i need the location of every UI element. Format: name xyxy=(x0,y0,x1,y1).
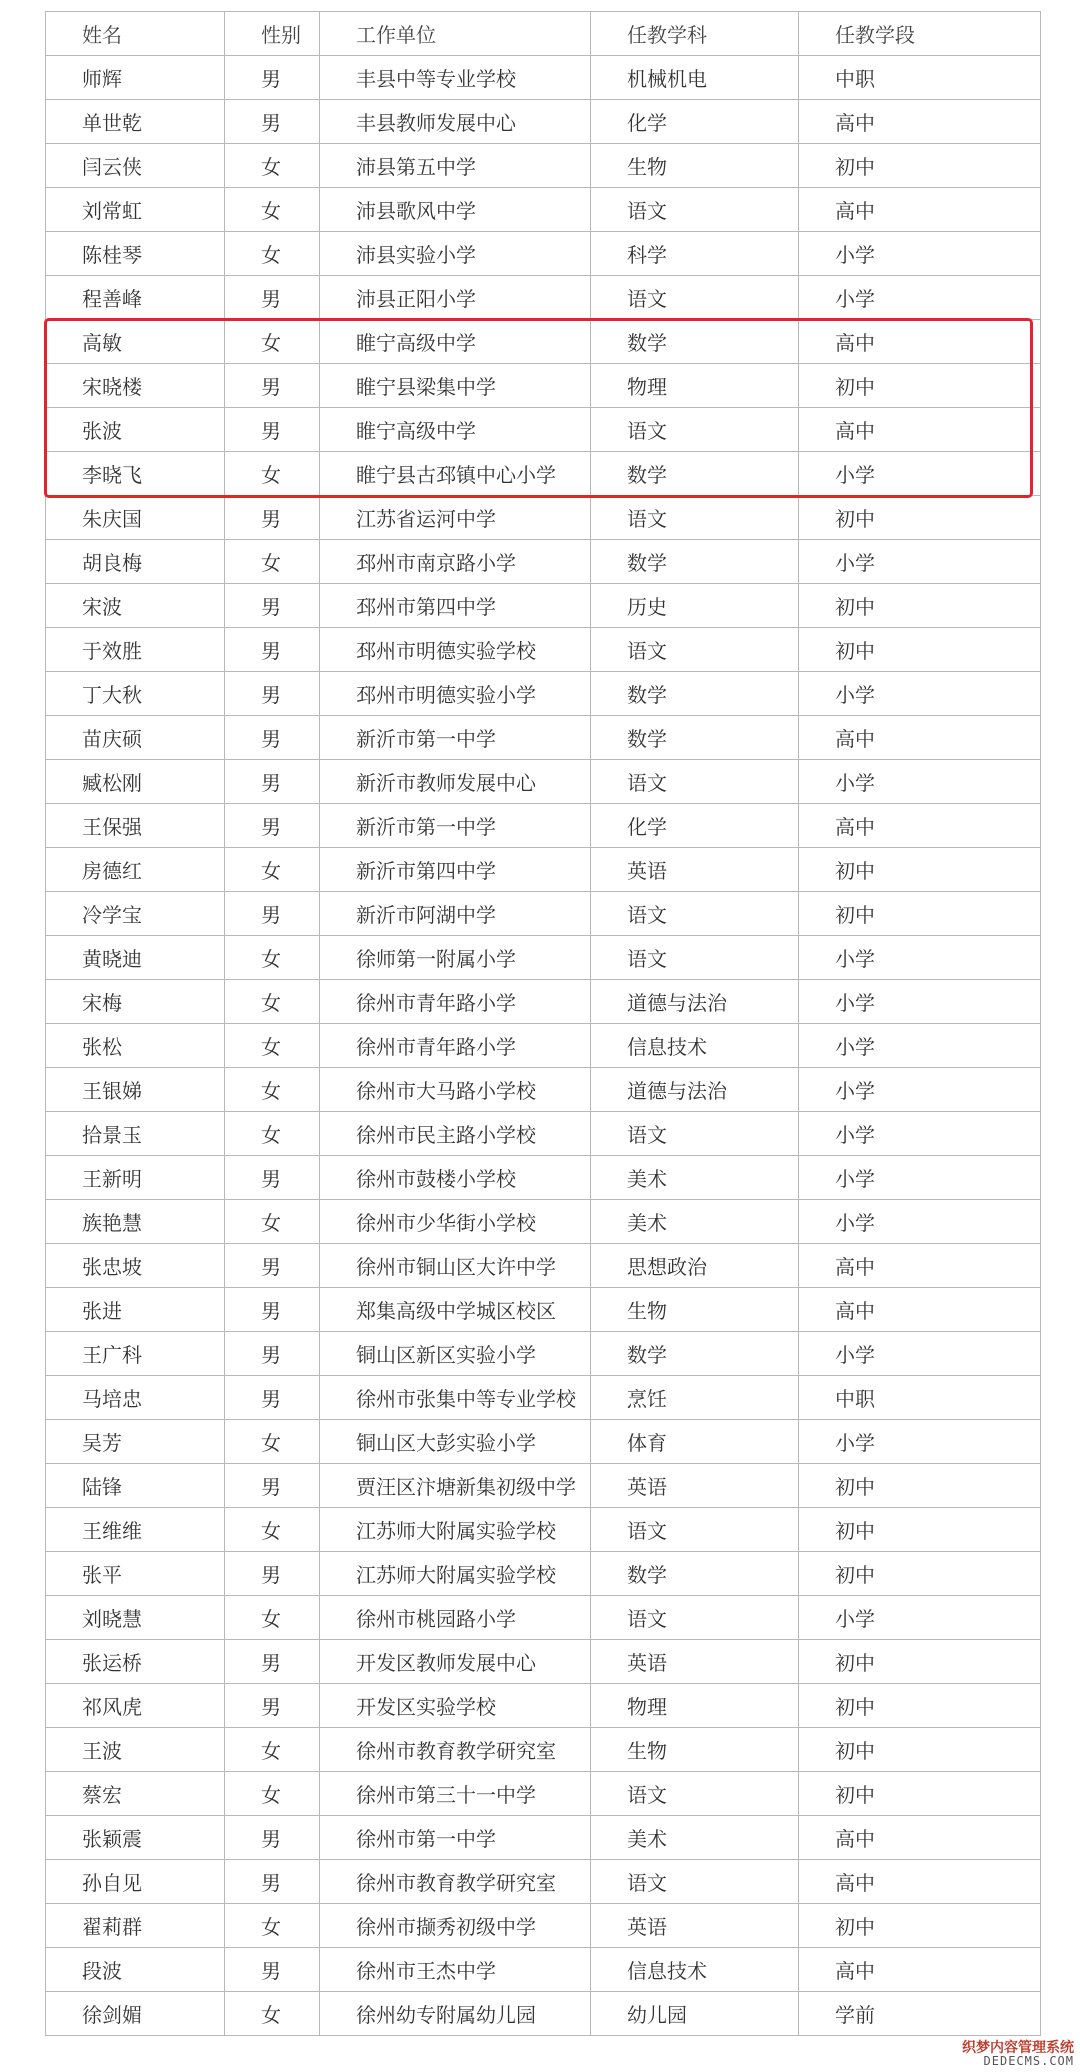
cell-stage: 高中 xyxy=(799,716,1041,760)
cell-gender: 女 xyxy=(225,1772,320,1816)
cell-stage: 小学 xyxy=(799,1112,1041,1156)
cell-subject: 语文 xyxy=(591,188,799,232)
cell-stage: 学前 xyxy=(799,1992,1041,2036)
cell-work-unit: 徐州市教育教学研究室 xyxy=(320,1728,591,1772)
cell-work-unit: 江苏师大附属实验学校 xyxy=(320,1508,591,1552)
cell-stage: 小学 xyxy=(799,1068,1041,1112)
teacher-list-table xyxy=(45,11,1041,2036)
cell-subject: 物理 xyxy=(591,364,799,408)
cell-gender: 女 xyxy=(225,144,320,188)
table-row xyxy=(46,364,1041,408)
cell-subject: 信息技术 xyxy=(591,1948,799,1992)
cell-name: 徐剑媚 xyxy=(46,1992,225,2036)
cell-name: 张忠坡 xyxy=(46,1244,225,1288)
cell-name: 刘晓慧 xyxy=(46,1596,225,1640)
cell-subject: 科学 xyxy=(591,232,799,276)
cell-name: 张波 xyxy=(46,408,225,452)
cell-work-unit: 徐州市张集中等专业学校 xyxy=(320,1376,591,1420)
cell-name: 于效胜 xyxy=(46,628,225,672)
cell-gender: 男 xyxy=(225,892,320,936)
watermark-text: 织梦内容管理系统 xyxy=(962,2039,1074,2056)
cell-work-unit: 睢宁县梁集中学 xyxy=(320,364,591,408)
cell-stage: 小学 xyxy=(799,1596,1041,1640)
cell-gender: 女 xyxy=(225,188,320,232)
cell-stage: 小学 xyxy=(799,1420,1041,1464)
cell-stage: 小学 xyxy=(799,232,1041,276)
cell-subject: 语文 xyxy=(591,760,799,804)
table-row xyxy=(46,408,1041,452)
cell-stage: 初中 xyxy=(799,144,1041,188)
cell-stage: 高中 xyxy=(799,1288,1041,1332)
cell-gender: 男 xyxy=(225,1156,320,1200)
cell-subject: 思想政治 xyxy=(591,1244,799,1288)
cell-subject: 生物 xyxy=(591,144,799,188)
table-row xyxy=(46,716,1041,760)
table-row xyxy=(46,1596,1041,1640)
cell-name: 程善峰 xyxy=(46,276,225,320)
cell-name: 陈桂琴 xyxy=(46,232,225,276)
cell-work-unit: 徐州市鼓楼小学校 xyxy=(320,1156,591,1200)
cell-gender: 男 xyxy=(225,1640,320,1684)
cell-subject: 语文 xyxy=(591,276,799,320)
table-row xyxy=(46,1508,1041,1552)
table-row xyxy=(46,496,1041,540)
table-row xyxy=(46,1288,1041,1332)
cell-name: 王保强 xyxy=(46,804,225,848)
cell-gender: 男 xyxy=(225,584,320,628)
cell-stage: 小学 xyxy=(799,980,1041,1024)
cell-work-unit: 徐州市桃园路小学 xyxy=(320,1596,591,1640)
cell-stage: 高中 xyxy=(799,320,1041,364)
cell-gender: 女 xyxy=(225,232,320,276)
cell-gender: 女 xyxy=(225,1200,320,1244)
cell-work-unit: 徐州市第三十一中学 xyxy=(320,1772,591,1816)
table-row xyxy=(46,760,1041,804)
table-row xyxy=(46,452,1041,496)
watermark xyxy=(962,2041,1074,2068)
cell-work-unit: 沛县正阳小学 xyxy=(320,276,591,320)
cell-gender: 男 xyxy=(225,628,320,672)
cell-subject: 英语 xyxy=(591,848,799,892)
cell-name: 房德红 xyxy=(46,848,225,892)
cell-name: 宋梅 xyxy=(46,980,225,1024)
cell-subject: 语文 xyxy=(591,496,799,540)
cell-gender: 男 xyxy=(225,1376,320,1420)
cell-subject: 化学 xyxy=(591,100,799,144)
table-row xyxy=(46,1376,1041,1420)
cell-gender: 女 xyxy=(225,320,320,364)
table-row xyxy=(46,1332,1041,1376)
cell-stage: 小学 xyxy=(799,540,1041,584)
table-row xyxy=(46,1068,1041,1112)
table-row xyxy=(46,276,1041,320)
cell-subject: 物理 xyxy=(591,1684,799,1728)
cell-work-unit: 徐州市青年路小学 xyxy=(320,1024,591,1068)
cell-stage: 初中 xyxy=(799,628,1041,672)
cell-stage: 初中 xyxy=(799,496,1041,540)
cell-name: 宋波 xyxy=(46,584,225,628)
cell-gender: 女 xyxy=(225,1728,320,1772)
cell-work-unit: 江苏省运河中学 xyxy=(320,496,591,540)
cell-name: 孙自见 xyxy=(46,1860,225,1904)
cell-gender: 男 xyxy=(225,1332,320,1376)
cell-name: 翟莉群 xyxy=(46,1904,225,1948)
cell-subject: 美术 xyxy=(591,1200,799,1244)
cell-work-unit: 新沂市第四中学 xyxy=(320,848,591,892)
cell-work-unit: 徐州市王杰中学 xyxy=(320,1948,591,1992)
cell-name: 宋晓楼 xyxy=(46,364,225,408)
cell-gender: 男 xyxy=(225,716,320,760)
header-gender: 性别 xyxy=(225,12,320,56)
cell-work-unit: 开发区实验学校 xyxy=(320,1684,591,1728)
cell-stage: 中职 xyxy=(799,1376,1041,1420)
cell-name: 单世乾 xyxy=(46,100,225,144)
cell-stage: 小学 xyxy=(799,936,1041,980)
cell-name: 族艳慧 xyxy=(46,1200,225,1244)
cell-subject: 数学 xyxy=(591,1552,799,1596)
cell-stage: 小学 xyxy=(799,1156,1041,1200)
cell-name: 马培忠 xyxy=(46,1376,225,1420)
cell-name: 冷学宝 xyxy=(46,892,225,936)
cell-gender: 男 xyxy=(225,1464,320,1508)
cell-stage: 小学 xyxy=(799,452,1041,496)
cell-name: 李晓飞 xyxy=(46,452,225,496)
cell-work-unit: 邳州市明德实验小学 xyxy=(320,672,591,716)
cell-work-unit: 丰县中等专业学校 xyxy=(320,56,591,100)
cell-stage: 小学 xyxy=(799,276,1041,320)
cell-subject: 英语 xyxy=(591,1640,799,1684)
cell-subject: 美术 xyxy=(591,1156,799,1200)
cell-gender: 男 xyxy=(225,1288,320,1332)
cell-name: 王维维 xyxy=(46,1508,225,1552)
cell-subject: 数学 xyxy=(591,1332,799,1376)
cell-work-unit: 铜山区新区实验小学 xyxy=(320,1332,591,1376)
cell-gender: 男 xyxy=(225,100,320,144)
cell-work-unit: 睢宁高级中学 xyxy=(320,408,591,452)
cell-work-unit: 徐师第一附属小学 xyxy=(320,936,591,980)
cell-subject: 语文 xyxy=(591,1860,799,1904)
cell-work-unit: 新沂市教师发展中心 xyxy=(320,760,591,804)
cell-work-unit: 睢宁县古邳镇中心小学 xyxy=(320,452,591,496)
cell-subject: 机械机电 xyxy=(591,56,799,100)
table-row xyxy=(46,1552,1041,1596)
header-work-unit: 工作单位 xyxy=(320,12,591,56)
cell-name: 张进 xyxy=(46,1288,225,1332)
cell-name: 段波 xyxy=(46,1948,225,1992)
cell-gender: 男 xyxy=(225,364,320,408)
cell-name: 闫云侠 xyxy=(46,144,225,188)
cell-stage: 小学 xyxy=(799,1200,1041,1244)
cell-gender: 女 xyxy=(225,1112,320,1156)
cell-name: 王波 xyxy=(46,1728,225,1772)
cell-work-unit: 徐州市少华街小学校 xyxy=(320,1200,591,1244)
cell-name: 张颖震 xyxy=(46,1816,225,1860)
cell-gender: 女 xyxy=(225,1992,320,2036)
cell-gender: 男 xyxy=(225,1948,320,1992)
cell-name: 拾景玉 xyxy=(46,1112,225,1156)
cell-name: 吴芳 xyxy=(46,1420,225,1464)
cell-work-unit: 沛县第五中学 xyxy=(320,144,591,188)
cell-stage: 中职 xyxy=(799,56,1041,100)
cell-subject: 烹饪 xyxy=(591,1376,799,1420)
cell-subject: 语文 xyxy=(591,892,799,936)
cell-subject: 英语 xyxy=(591,1904,799,1948)
cell-gender: 男 xyxy=(225,804,320,848)
cell-name: 刘常虹 xyxy=(46,188,225,232)
table-row xyxy=(46,1904,1041,1948)
cell-name: 蔡宏 xyxy=(46,1772,225,1816)
table-row xyxy=(46,1200,1041,1244)
table-row xyxy=(46,56,1041,100)
table-row xyxy=(46,1420,1041,1464)
cell-gender: 男 xyxy=(225,1684,320,1728)
cell-stage: 高中 xyxy=(799,1816,1041,1860)
cell-stage: 初中 xyxy=(799,1904,1041,1948)
table-body xyxy=(46,56,1041,2036)
cell-stage: 初中 xyxy=(799,1728,1041,1772)
table-row xyxy=(46,804,1041,848)
cell-stage: 小学 xyxy=(799,1024,1041,1068)
cell-stage: 高中 xyxy=(799,1244,1041,1288)
table-row xyxy=(46,1244,1041,1288)
cell-gender: 女 xyxy=(225,1508,320,1552)
cell-work-unit: 丰县教师发展中心 xyxy=(320,100,591,144)
cell-gender: 女 xyxy=(225,980,320,1024)
cell-gender: 女 xyxy=(225,1024,320,1068)
table-row xyxy=(46,144,1041,188)
cell-gender: 男 xyxy=(225,1860,320,1904)
cell-name: 王银娣 xyxy=(46,1068,225,1112)
cell-work-unit: 徐州市铜山区大许中学 xyxy=(320,1244,591,1288)
table-row xyxy=(46,1156,1041,1200)
cell-work-unit: 徐州幼专附属幼儿园 xyxy=(320,1992,591,2036)
cell-stage: 高中 xyxy=(799,804,1041,848)
cell-gender: 男 xyxy=(225,760,320,804)
cell-subject: 历史 xyxy=(591,584,799,628)
table-row xyxy=(46,540,1041,584)
table-row xyxy=(46,584,1041,628)
cell-subject: 语文 xyxy=(591,1508,799,1552)
cell-subject: 化学 xyxy=(591,804,799,848)
cell-subject: 道德与法治 xyxy=(591,1068,799,1112)
cell-name: 黄晓迪 xyxy=(46,936,225,980)
cell-subject: 语文 xyxy=(591,1596,799,1640)
cell-name: 张平 xyxy=(46,1552,225,1596)
cell-name: 王广科 xyxy=(46,1332,225,1376)
watermark-domain: DEDECMS.COM xyxy=(983,2054,1074,2069)
cell-stage: 小学 xyxy=(799,760,1041,804)
table-row xyxy=(46,672,1041,716)
cell-subject: 数学 xyxy=(591,320,799,364)
cell-name: 高敏 xyxy=(46,320,225,364)
cell-stage: 初中 xyxy=(799,584,1041,628)
cell-gender: 女 xyxy=(225,936,320,980)
cell-stage: 高中 xyxy=(799,100,1041,144)
cell-subject: 数学 xyxy=(591,452,799,496)
cell-subject: 英语 xyxy=(591,1464,799,1508)
cell-stage: 小学 xyxy=(799,1332,1041,1376)
cell-work-unit: 邳州市南京路小学 xyxy=(320,540,591,584)
table-row xyxy=(46,1464,1041,1508)
cell-stage: 高中 xyxy=(799,1860,1041,1904)
cell-subject: 语文 xyxy=(591,936,799,980)
cell-work-unit: 新沂市第一中学 xyxy=(320,804,591,848)
cell-work-unit: 沛县歌风中学 xyxy=(320,188,591,232)
cell-name: 胡良梅 xyxy=(46,540,225,584)
header-stage: 任教学段 xyxy=(799,12,1041,56)
cell-work-unit: 铜山区大彭实验小学 xyxy=(320,1420,591,1464)
cell-work-unit: 徐州市第一中学 xyxy=(320,1816,591,1860)
table-row xyxy=(46,1816,1041,1860)
cell-work-unit: 贾汪区汴塘新集初级中学 xyxy=(320,1464,591,1508)
cell-gender: 女 xyxy=(225,540,320,584)
table-row xyxy=(46,188,1041,232)
table-header-row xyxy=(46,12,1041,56)
cell-work-unit: 徐州市民主路小学校 xyxy=(320,1112,591,1156)
cell-name: 陆锋 xyxy=(46,1464,225,1508)
cell-name: 臧松刚 xyxy=(46,760,225,804)
cell-stage: 初中 xyxy=(799,1772,1041,1816)
cell-subject: 道德与法治 xyxy=(591,980,799,1024)
cell-stage: 初中 xyxy=(799,1508,1041,1552)
cell-work-unit: 沛县实验小学 xyxy=(320,232,591,276)
cell-name: 师辉 xyxy=(46,56,225,100)
cell-work-unit: 徐州市大马路小学校 xyxy=(320,1068,591,1112)
table-row xyxy=(46,1640,1041,1684)
cell-subject: 语文 xyxy=(591,628,799,672)
cell-gender: 男 xyxy=(225,496,320,540)
table-row xyxy=(46,1728,1041,1772)
cell-gender: 男 xyxy=(225,56,320,100)
cell-gender: 男 xyxy=(225,1552,320,1596)
cell-stage: 初中 xyxy=(799,1552,1041,1596)
cell-stage: 高中 xyxy=(799,1948,1041,1992)
cell-work-unit: 开发区教师发展中心 xyxy=(320,1640,591,1684)
cell-gender: 女 xyxy=(225,848,320,892)
table-row xyxy=(46,1684,1041,1728)
cell-stage: 高中 xyxy=(799,408,1041,452)
cell-subject: 生物 xyxy=(591,1728,799,1772)
cell-gender: 男 xyxy=(225,672,320,716)
cell-work-unit: 邳州市第四中学 xyxy=(320,584,591,628)
cell-name: 祁风虎 xyxy=(46,1684,225,1728)
cell-stage: 初中 xyxy=(799,1464,1041,1508)
cell-gender: 女 xyxy=(225,1068,320,1112)
table-row xyxy=(46,100,1041,144)
cell-name: 张松 xyxy=(46,1024,225,1068)
cell-name: 苗庆硕 xyxy=(46,716,225,760)
cell-stage: 初中 xyxy=(799,364,1041,408)
cell-name: 张运桥 xyxy=(46,1640,225,1684)
cell-subject: 数学 xyxy=(591,672,799,716)
cell-subject: 幼儿园 xyxy=(591,1992,799,2036)
cell-subject: 语文 xyxy=(591,1772,799,1816)
cell-work-unit: 邳州市明德实验学校 xyxy=(320,628,591,672)
cell-work-unit: 新沂市阿湖中学 xyxy=(320,892,591,936)
table-row xyxy=(46,936,1041,980)
cell-work-unit: 徐州市青年路小学 xyxy=(320,980,591,1024)
cell-gender: 女 xyxy=(225,1904,320,1948)
cell-subject: 美术 xyxy=(591,1816,799,1860)
cell-subject: 体育 xyxy=(591,1420,799,1464)
table-row xyxy=(46,892,1041,936)
table-row xyxy=(46,1948,1041,1992)
cell-subject: 数学 xyxy=(591,540,799,584)
table-row xyxy=(46,1024,1041,1068)
cell-gender: 男 xyxy=(225,276,320,320)
table-row xyxy=(46,980,1041,1024)
cell-stage: 初中 xyxy=(799,1640,1041,1684)
table-row xyxy=(46,320,1041,364)
cell-name: 朱庆国 xyxy=(46,496,225,540)
cell-stage: 初中 xyxy=(799,848,1041,892)
cell-name: 丁大秋 xyxy=(46,672,225,716)
cell-work-unit: 徐州市教育教学研究室 xyxy=(320,1860,591,1904)
table-row xyxy=(46,1112,1041,1156)
cell-gender: 女 xyxy=(225,452,320,496)
cell-stage: 高中 xyxy=(799,188,1041,232)
table-row xyxy=(46,1860,1041,1904)
table-row xyxy=(46,848,1041,892)
cell-gender: 男 xyxy=(225,408,320,452)
cell-stage: 初中 xyxy=(799,892,1041,936)
cell-work-unit: 江苏师大附属实验学校 xyxy=(320,1552,591,1596)
table-row xyxy=(46,232,1041,276)
cell-stage: 初中 xyxy=(799,1684,1041,1728)
cell-gender: 女 xyxy=(225,1420,320,1464)
cell-subject: 语文 xyxy=(591,1112,799,1156)
cell-subject: 语文 xyxy=(591,408,799,452)
cell-work-unit: 徐州市撷秀初级中学 xyxy=(320,1904,591,1948)
table-row xyxy=(46,1992,1041,2036)
cell-work-unit: 新沂市第一中学 xyxy=(320,716,591,760)
cell-stage: 小学 xyxy=(799,672,1041,716)
cell-subject: 信息技术 xyxy=(591,1024,799,1068)
header-name: 姓名 xyxy=(46,12,225,56)
header-subject: 任教学科 xyxy=(591,12,799,56)
cell-gender: 男 xyxy=(225,1244,320,1288)
table-row xyxy=(46,628,1041,672)
cell-name: 王新明 xyxy=(46,1156,225,1200)
cell-gender: 男 xyxy=(225,1816,320,1860)
cell-work-unit: 郑集高级中学城区校区 xyxy=(320,1288,591,1332)
cell-gender: 女 xyxy=(225,1596,320,1640)
table-row xyxy=(46,1772,1041,1816)
cell-subject: 数学 xyxy=(591,716,799,760)
cell-work-unit: 睢宁高级中学 xyxy=(320,320,591,364)
cell-subject: 生物 xyxy=(591,1288,799,1332)
